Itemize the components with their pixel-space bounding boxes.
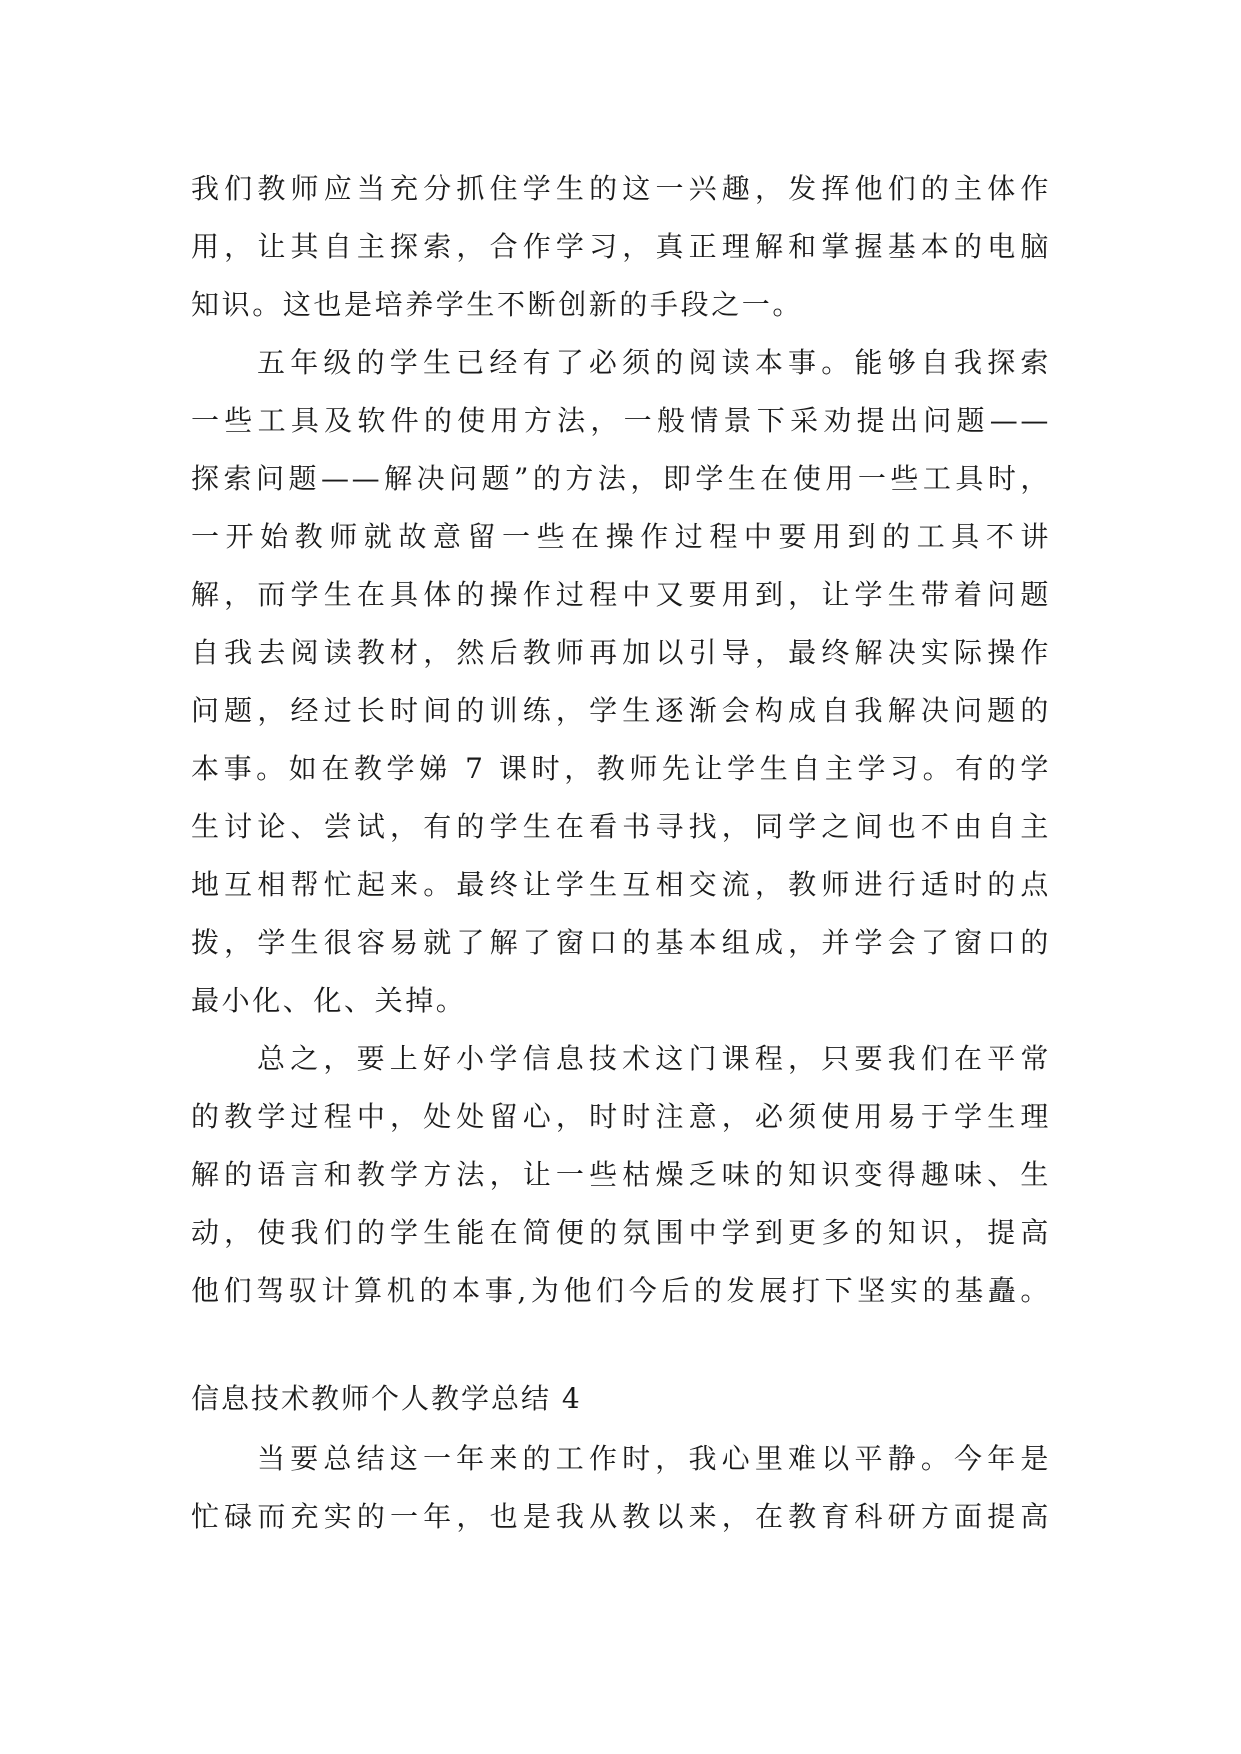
text-line: 解，而学生在具体的操作过程中又要用到，让学生带着问题 xyxy=(191,578,1051,611)
text-line: 忙碌而充实的一年，也是我从教以来，在教育科研方面提高 xyxy=(191,1500,1051,1533)
text-line: 知识。这也是培养学生不断创新的手段之一。 xyxy=(191,288,804,321)
text-line: 一开始教师就故意留一些在操作过程中要用到的工具不讲 xyxy=(191,520,1051,553)
text-line: 我们教师应当充分抓住学生的这一兴趣，发挥他们的主体作 xyxy=(191,172,1051,205)
text-line: 他们驾驭计算机的本事,为他们今后的发展打下坚实的基矗。 xyxy=(191,1274,1051,1307)
text-line: 当要总结这一年来的工作时，我心里难以平静。今年是 xyxy=(257,1442,1051,1475)
text-line: 一些工具及软件的使用方法，一般情景下采劝提出问题—— xyxy=(191,404,1051,437)
text-line: 生讨论、尝试，有的学生在看书寻找，同学之间也不由自主 xyxy=(191,810,1051,843)
text-line: 用，让其自主探索，合作学习，真正理解和掌握基本的电脑 xyxy=(191,230,1051,263)
text-line: 的教学过程中，处处留心，时时注意，必须使用易于学生理 xyxy=(191,1100,1051,1133)
text-line: 地互相帮忙起来。最终让学生互相交流，教师进行适时的点 xyxy=(191,868,1051,901)
text-line: 本事。如在教学娣 7 课时，教师先让学生自主学习。有的学 xyxy=(191,752,1051,785)
text-line: 探索问题——解决问题”的方法，即学生在使用一些工具时， xyxy=(191,462,1051,495)
text-line: 五年级的学生已经有了必须的阅读本事。能够自我探索 xyxy=(257,346,1051,379)
text-line: 最小化、化、关掉。 xyxy=(191,984,467,1017)
text-line: 拨，学生很容易就了解了窗口的基本组成，并学会了窗口的 xyxy=(191,926,1051,959)
text-line: 自我去阅读教材，然后教师再加以引导，最终解决实际操作 xyxy=(191,636,1051,669)
text-line: 动，使我们的学生能在简便的氛围中学到更多的知识，提高 xyxy=(191,1216,1051,1249)
text-line: 总之，要上好小学信息技术这门课程，只要我们在平常 xyxy=(257,1042,1051,1075)
paragraph-4 xyxy=(191,1430,1051,1546)
paragraph-1 xyxy=(191,160,1051,334)
section-heading: 信息技术教师个人教学总结 4 xyxy=(191,1382,582,1415)
paragraph-3 xyxy=(191,1030,1051,1320)
paragraph-2 xyxy=(191,334,1051,1030)
text-line: 问题，经过长时间的训练，学生逐渐会构成自我解决问题的 xyxy=(191,694,1051,727)
text-line: 解的语言和教学方法，让一些枯燥乏味的知识变得趣味、生 xyxy=(191,1158,1051,1191)
